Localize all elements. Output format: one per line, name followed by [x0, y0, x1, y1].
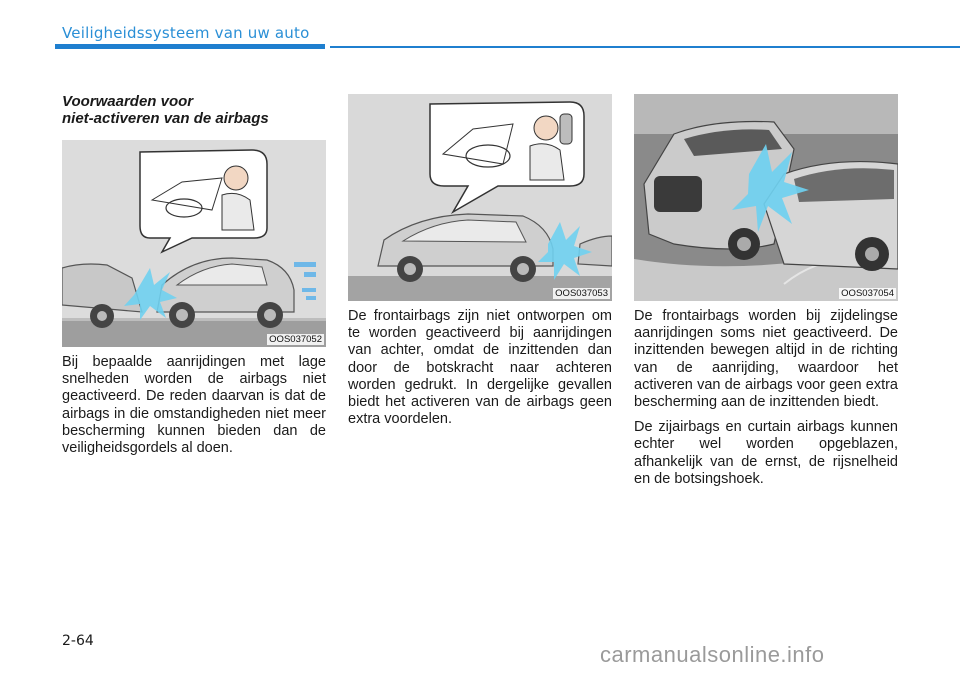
watermark[interactable]: carmanualsonline.info — [600, 642, 825, 667]
header-bar-thin — [330, 46, 960, 48]
rear-end-collision-illustration-icon — [62, 140, 326, 347]
header-bar-thick — [55, 44, 325, 49]
section-title-line2: niet-activeren van de airbags — [62, 110, 269, 127]
column-3-paragraph-2: De zijairbags en curtain airbags kunnen echter wel worden opgeblazen, afhankelijk van de ernst, de rijsnelheid en de botsingshoek. — [634, 419, 898, 487]
figure-3 — [634, 94, 898, 301]
figure-2-code: OOS037053 — [555, 288, 608, 299]
figure-1-code: OOS037052 — [269, 334, 322, 345]
column-2-text — [348, 308, 612, 436]
page-number: 2-64 — [62, 633, 94, 649]
column-1-paragraph-1: Bij bepaalde aanrijdingen met lage snelheden worden de airbags niet geactiveerd. De reden daarvan is dat de airbags in die omstandigheden niet meer bescherming kunnen bieden dan de veiligheidsgordels al doen. — [62, 354, 326, 457]
figure-2 — [348, 94, 612, 301]
figure-3-code: OOS037054 — [841, 288, 894, 299]
column-3-paragraph-1: De frontairbags worden bij zijdelingse aanrijdingen soms niet geactiveerd. De inzittenden bewegen altijd in de richting van de aanrijding, waardoor het activeren van de airbags voor geen extra bescherming aan de inzittenden biedt. — [634, 308, 898, 411]
rear-impact-illustration-icon — [348, 94, 612, 301]
section-title — [62, 93, 326, 127]
column-1-text — [62, 354, 326, 465]
figure-1 — [62, 140, 326, 347]
side-impact-illustration-icon — [634, 94, 898, 301]
section-title-line1: Voorwaarden voor — [62, 93, 194, 110]
header-title: Veiligheidssysteem van uw auto — [62, 24, 310, 42]
column-3-text — [634, 308, 898, 496]
column-2-paragraph-1: De frontairbags zijn niet ontworpen om te worden geactiveerd bij aanrijdingen van achter, omdat de inzittenden dan door de botskracht naar achteren worden gedrukt. In dergelijke gevallen biedt het activeren van de airbags geen extra voordelen. — [348, 308, 612, 428]
